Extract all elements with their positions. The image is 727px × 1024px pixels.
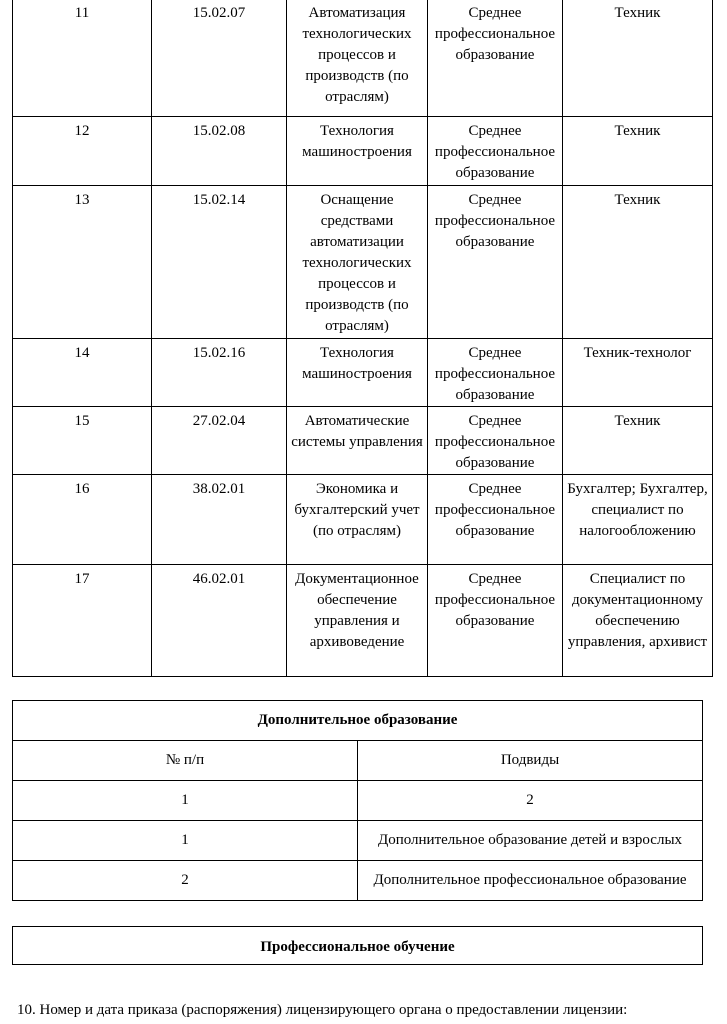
- program-name: Экономика и бухгалтерский учет (по отраслям): [287, 475, 428, 565]
- program-name: Автоматизация технологических процессов и производств (по отраслям): [287, 0, 428, 117]
- qualification: Специалист по документационному обеспечению управления, архивист: [563, 565, 713, 677]
- header-subtypes: Подвиды: [358, 741, 703, 781]
- subtype-name: Дополнительное профессиональное образование: [358, 861, 703, 901]
- row-number: 17: [13, 565, 152, 677]
- education-level: Среднее профессиональное образование: [428, 117, 563, 186]
- education-level: Среднее профессиональное образование: [428, 565, 563, 677]
- education-level: Среднее профессиональное образование: [428, 475, 563, 565]
- education-level: Среднее профессиональное образование: [428, 186, 563, 339]
- qualification: Техник: [563, 407, 713, 475]
- header-number: № п/п: [13, 741, 358, 781]
- qualification: Техник: [563, 117, 713, 186]
- program-name: Автоматические системы управления: [287, 407, 428, 475]
- qualification: Техник: [563, 186, 713, 339]
- row-number: 15: [13, 407, 152, 475]
- table-title-row: [13, 701, 703, 741]
- table-row: [13, 0, 713, 117]
- index-number: 1: [13, 781, 358, 821]
- program-name: Технология машиностроения: [287, 117, 428, 186]
- additional-education-title: Дополнительное образование: [13, 701, 703, 741]
- education-level: Среднее профессиональное образование: [428, 0, 563, 117]
- program-code: 15.02.08: [152, 117, 287, 186]
- row-number: 14: [13, 339, 152, 407]
- table-row: [13, 339, 713, 407]
- programs-table: [12, 0, 713, 677]
- table-row: [13, 186, 713, 339]
- professional-training-title: Профессиональное обучение: [13, 927, 703, 965]
- row-number: 13: [13, 186, 152, 339]
- row-number: 1: [13, 821, 358, 861]
- table-row: [13, 407, 713, 475]
- program-name: Оснащение средствами автоматизации технологических процессов и производств (по отраслям): [287, 186, 428, 339]
- qualification: Бухгалтер; Бухгалтер, специалист по налогообложению: [563, 475, 713, 565]
- qualification: Техник-технолог: [563, 339, 713, 407]
- row-number: 11: [13, 0, 152, 117]
- program-code: 15.02.07: [152, 0, 287, 117]
- professional-training-table: [12, 926, 703, 965]
- table-index-row: [13, 781, 703, 821]
- table-row: [13, 565, 713, 677]
- index-subtypes: 2: [358, 781, 703, 821]
- table-row: [13, 821, 703, 861]
- program-code: 15.02.16: [152, 339, 287, 407]
- qualification: Техник: [563, 0, 713, 117]
- program-code: 15.02.14: [152, 186, 287, 339]
- row-number: 2: [13, 861, 358, 901]
- program-code: 27.02.04: [152, 407, 287, 475]
- program-name: Документационное обеспечение управления и архивоведение: [287, 565, 428, 677]
- additional-education-table: [12, 700, 703, 901]
- table-title-row: [13, 927, 703, 965]
- table-row: [13, 117, 713, 186]
- row-number: 12: [13, 117, 152, 186]
- subtype-name: Дополнительное образование детей и взрослых: [358, 821, 703, 861]
- table-row: [13, 475, 713, 565]
- program-code: 38.02.01: [152, 475, 287, 565]
- education-level: Среднее профессиональное образование: [428, 407, 563, 475]
- table-row: [13, 861, 703, 901]
- table-header-row: [13, 741, 703, 781]
- row-number: 16: [13, 475, 152, 565]
- education-level: Среднее профессиональное образование: [428, 339, 563, 407]
- program-name: Технология машиностроения: [287, 339, 428, 407]
- program-code: 46.02.01: [152, 565, 287, 677]
- license-order-paragraph: 10. Номер и дата приказа (распоряжения) лицензирующего органа о предоставлении лицензии:: [17, 1002, 628, 1018]
